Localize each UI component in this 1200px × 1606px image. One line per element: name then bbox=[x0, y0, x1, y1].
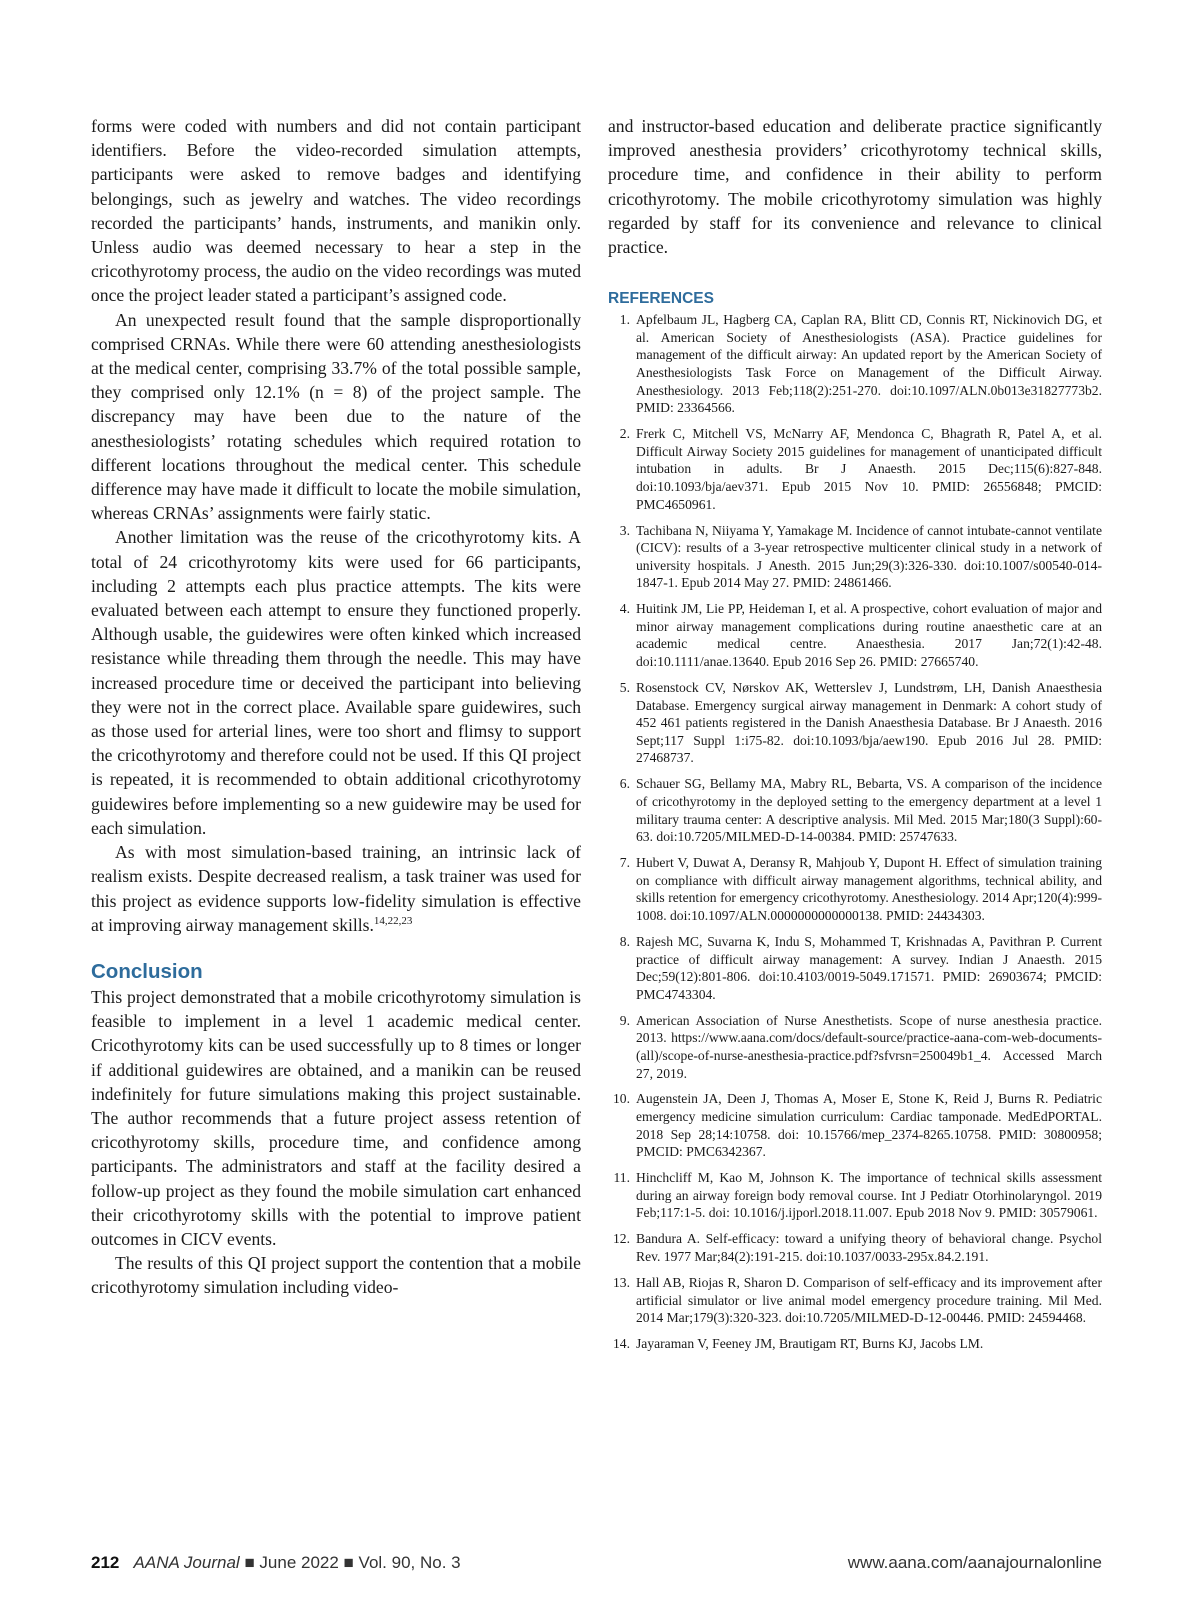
reference-number: 3. bbox=[619, 522, 630, 538]
footer-left bbox=[91, 1553, 461, 1573]
reference-number: 7. bbox=[619, 855, 630, 871]
reference-number: 12. bbox=[613, 1231, 630, 1247]
right-column bbox=[608, 114, 1102, 1361]
reference-item bbox=[608, 1274, 1102, 1327]
conclusion-paragraph: The results of this QI project support the contention that a mobile cricothyrotomy simulation including video- bbox=[91, 1253, 581, 1298]
reference-item bbox=[608, 600, 1102, 670]
reference-text: Jayaraman V, Feeney JM, Brautigam RT, Burns KJ, Jacobs LM. bbox=[636, 1336, 984, 1352]
reference-number: 2. bbox=[619, 426, 630, 442]
reference-text: Frerk C, Mitchell VS, McNarry AF, Mendonca C, Bhagrath R, Patel A, et al. Difficult Airway Society 2015 guidelines for management of unanticipated difficult intubation in adults. Br J Anaesth. 2015 Dec;115(6):827-848. doi:10.1093/bja/aev371. Epub 2015 Nov 10. PMID: 26556848; PMCID: PMC4650961. bbox=[636, 426, 1102, 512]
citation-superscript: 14,22,23 bbox=[373, 914, 413, 927]
references-heading: REFERENCES bbox=[608, 290, 714, 308]
left-column bbox=[91, 114, 581, 1300]
reference-item bbox=[608, 1230, 1102, 1265]
reference-item bbox=[608, 679, 1102, 767]
reference-item bbox=[608, 933, 1102, 1003]
references-list bbox=[608, 311, 1102, 1353]
reference-number: 5. bbox=[619, 680, 630, 696]
reference-item bbox=[608, 1090, 1102, 1160]
reference-number: 1. bbox=[619, 312, 630, 328]
reference-number: 13. bbox=[613, 1275, 630, 1290]
continuation-paragraph: and instructor-based education and deliberate practice significantly improved anesthesia providers’ cricothyrotomy technical skills, procedure time, and confidence in their ability to perform cricothyrotomy. The mobile cricothyrotomy simulation was highly regarded by staff for its convenience and relevance to clinical practice. bbox=[608, 116, 1102, 258]
issue-info: ■ June 2022 ■ Vol. 90, No. 3 bbox=[244, 1553, 461, 1572]
reference-item bbox=[608, 854, 1102, 924]
reference-number: 8. bbox=[619, 933, 630, 949]
reference-text: American Association of Nurse Anesthetists. Scope of nurse anesthesia practice. 2013. https://www.aana.com/docs/default-source/practice-aana-com-web-documents-(all)/scope-of-nurse-anesthesia-practice.pdf?sfvrsn=250049b1_4. Accessed March 27, 2019. bbox=[636, 1012, 1102, 1081]
reference-number: 4. bbox=[619, 601, 630, 617]
reference-number: 6. bbox=[619, 776, 630, 792]
reference-number: 14. bbox=[613, 1336, 630, 1352]
reference-item bbox=[608, 1335, 1102, 1353]
reference-item bbox=[608, 311, 1102, 417]
journal-name: AANA Journal bbox=[133, 1553, 240, 1572]
reference-text: Bandura A. Self-efficacy: toward a unifying theory of behavioral change. Psychol Rev. 1977 Mar;84(2):191-215. doi:10.1037/0033-295x.84.2.191. bbox=[636, 1231, 1102, 1265]
conclusion-paragraph: This project demonstrated that a mobile cricothyrotomy simulation is feasible to implement in a level 1 academic medical center. Cricothyrotomy kits can be used successfully up to 8 times or longer if additional guidewires are obtained, and a manikin can be reused indefinitely for future simulations making this project sustainable. The author recommends that a future project assess retention of cricothyrotomy skills, procedure time, and confidence among participants. The administrators and staff at the facility desired a follow-up project as they found the mobile simulation cart enhanced their cricothyrotomy skills with the potential to improve patient outcomes in CICV events. bbox=[91, 986, 581, 1249]
reference-text: Apfelbaum JL, Hagberg CA, Caplan RA, Blitt CD, Connis RT, Nickinovich DG, et al. American Society of Anesthesiologists (ASA). Practice guidelines for management of the difficult airway: An updated report by the American Society of Anesthesiologists Task Force on Management of the Difficult Airway. Anesthesiology. 2013 Feb;118(2):251-270. doi:10.1097/ALN.0b013e31827773b2. PMID: 23364566. bbox=[636, 312, 1102, 416]
reference-text: Hinchcliff M, Kao M, Johnson K. The importance of technical skills assessment during an airway foreign body removal course. Int J Pediatr Otorhinolaryngol. 2019 Feb;117:1-5. doi: 10.1016/j.ijporl.2018.11.007. Epub 2018 Nov 9. PMID: 30579061. bbox=[636, 1170, 1102, 1221]
reference-text: Augenstein JA, Deen J, Thomas A, Moser E, Stone K, Reid J, Burns R. Pediatric emergency medicine simulation curriculum: Cardiac tamponade. MedEdPORTAL. 2018 Sep 28;14:10758. doi: 10.15766/mep_2374-8265.10758. PMID: 30800958; PMCID: PMC6342367. bbox=[636, 1091, 1102, 1160]
body-paragraph: Another limitation was the reuse of the cricothyrotomy kits. A total of 24 cricothyrotomy kits were used for 66 participants, including 2 attempts each plus practice attempts. The kits were evaluated between each attempt to ensure they functioned properly. Although usable, the guidewires were often kinked which increased resistance while threading them through the needle. This may have increased procedure time or deceived the participant into believing they were not in the correct place. Available spare guidewires, such as those used for arterial lines, were too short and flimsy to support the cricothyrotomy and therefore could not be used. If this QI project is repeated, it is recommended to obtain additional cricothyrotomy guidewires before implementing so a new guidewire may be used for each simulation. bbox=[91, 527, 581, 838]
reference-text: Hubert V, Duwat A, Deransy R, Mahjoub Y, Dupont H. Effect of simulation training on compliance with difficult airway management algorithms, technical ability, and skills retention for emergency cricothyrotomy. Anesthesiology. 2014 Apr;120(4):999-1008. doi:10.1097/ALN.0000000000000138. PMID: 24434303. bbox=[636, 855, 1102, 923]
reference-item bbox=[608, 775, 1102, 845]
body-paragraph-text: As with most simulation-based training, an intrinsic lack of realism exists. Despite decreased realism, a task trainer was used for this project as evidence supports low-fidelity simulation is effective at improving airway management skills. bbox=[91, 842, 581, 935]
reference-text: Schauer SG, Bellamy MA, Mabry RL, Bebarta, VS. A comparison of the incidence of cricothyrotomy in the deployed setting to the emergency department at a level 1 military trauma center: A descriptive analysis. Mil Med. 2015 Mar;180(3 Suppl):60-63. doi:10.7205/MILMED-D-14-00384. PMID: 25747633. bbox=[636, 776, 1102, 845]
reference-text: Tachibana N, Niiyama Y, Yamakage M. Incidence of cannot intubate-cannot ventilate (CICV): results of a 3-year retrospective multicenter clinical study in a network of university hospitals. J Anesth. 2015 Jun;29(3):326-330. doi:10.1007/s00540-014-1847-1. Epub 2014 May 27. PMID: 24861466. bbox=[636, 522, 1102, 591]
body-paragraph: An unexpected result found that the sample disproportionally comprised CRNAs. While there were 60 attending anesthesiologists at the medical center, comprising 33.7% of the total possible sample, they comprised only 12.1% (n = 8) of the project sample. The discrepancy may have been due to the nature of the anesthesiologists’ rotating schedules which required rotation to different locations throughout the medical center. This schedule difference may have made it difficult to locate the mobile simulation, whereas CRNAs’ assignments were fairly static. bbox=[91, 309, 581, 524]
journal-url[interactable]: www.aana.com/aanajournalonline bbox=[847, 1553, 1102, 1572]
reference-text: Huitink JM, Lie PP, Heideman I, et al. A prospective, cohort evaluation of major and minor airway management complications during routine anaesthetic care at an academic medical centre. Anaesthesia. 2017 Jan;72(1):42-48. doi:10.1111/anae.13640. Epub 2016 Sep 26. PMID: 27665740. bbox=[636, 601, 1102, 670]
reference-item bbox=[608, 425, 1102, 513]
reference-text: Hall AB, Riojas R, Sharon D. Comparison of self-efficacy and its improvement after artificial simulator or live animal model emergency procedure training. Mil Med. 2014 Mar;179(3):320-323. doi:10.7205/MILMED-D-12-00446. PMID: 24594468. bbox=[636, 1275, 1102, 1326]
reference-item bbox=[608, 1169, 1102, 1222]
body-paragraph: forms were coded with numbers and did not contain participant identifiers. Before the video-recorded simulation attempts, participants were asked to remove badges and identifying belongings, such as jewelry and watches. The video recordings recorded the participants’ hands, instruments, and manikin only. Unless audio was deemed necessary to hear a step in the cricothyrotomy process, the audio on the video recordings was muted once the project leader stated a participant’s assigned code. bbox=[91, 116, 581, 306]
reference-item bbox=[608, 522, 1102, 592]
conclusion-heading: Conclusion bbox=[91, 959, 203, 983]
reference-number: 11. bbox=[613, 1170, 630, 1186]
reference-number: 9. bbox=[619, 1012, 630, 1028]
reference-text: Rosenstock CV, Nørskov AK, Wetterslev J, Lundstrøm, LH, Danish Anaesthesia Database. Emergency surgical airway management in Denmark: A cohort study of 452 461 patients registered in the Danish Anaesthesia Database. Br J Anaesth. 2016 Sept;117 Suppl 1:i75-82. doi:10.1093/bja/aew190. Epub 2016 Jul 28. PMID: 27468737. bbox=[636, 680, 1102, 766]
body-paragraph bbox=[91, 840, 581, 937]
reference-item bbox=[608, 1012, 1102, 1082]
page-number: 212 bbox=[91, 1553, 120, 1572]
page-footer bbox=[91, 1553, 1102, 1577]
reference-text: Rajesh MC, Suvarna K, Indu S, Mohammed T, Krishnadas A, Pavithran P. Current practice of difficult airway management: A survey. Indian J Anaesth. 2015 Dec;59(12):801-806. doi:10.4103/0019-5049.171571. PMID: 26903674; PMCID: PMC4743304. bbox=[636, 933, 1102, 1002]
reference-number: 10. bbox=[613, 1091, 630, 1107]
